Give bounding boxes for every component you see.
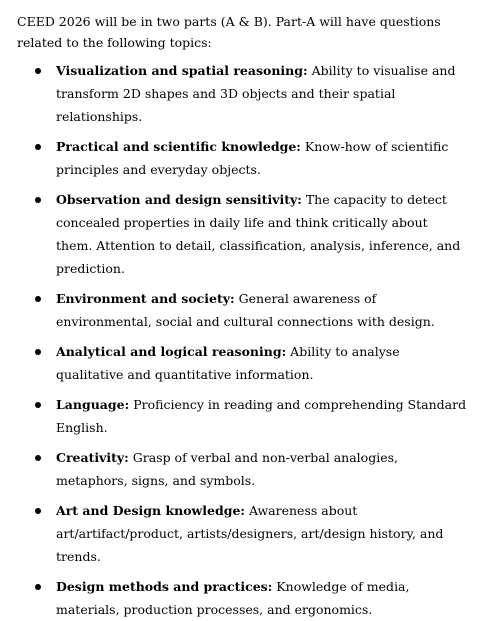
bullet-icon bbox=[35, 584, 41, 590]
bullet-icon bbox=[35, 349, 41, 355]
topic-description: Awareness about art/artifact/product, artists/designers, art/design history, and trends. bbox=[56, 503, 444, 564]
topic-title: Observation and design sensitivity: bbox=[56, 192, 302, 207]
topic-item bbox=[17, 59, 467, 128]
intro-paragraph: CEED 2026 will be in two parts (A & B). Part-A will have questions related to the following topics: bbox=[17, 14, 441, 50]
topic-description: Know-how of scientific principles and everyday objects. bbox=[56, 139, 449, 177]
topic-description: Ability to visualise and transform 2D shapes and 3D objects and their spatial relationships. bbox=[56, 63, 456, 124]
bullet-icon bbox=[35, 508, 41, 514]
topic-title: Design methods and practices: bbox=[56, 579, 273, 594]
topic-item bbox=[17, 287, 467, 333]
topic-description: Knowledge of media, materials, production processes, and ergonomics. bbox=[56, 579, 410, 617]
topic-item bbox=[17, 135, 467, 181]
topic-description: Ability to analyse qualitative and quantitative information. bbox=[56, 344, 400, 382]
topics-list bbox=[17, 59, 467, 621]
topic-item bbox=[17, 188, 467, 280]
bullet-icon bbox=[35, 197, 41, 203]
topic-title: Analytical and logical reasoning: bbox=[56, 344, 287, 359]
bullet-icon bbox=[35, 144, 41, 150]
topic-item bbox=[17, 499, 467, 568]
bullet-icon bbox=[35, 68, 41, 74]
bullet-icon bbox=[35, 402, 41, 408]
topic-description: Grasp of verbal and non-verbal analogies, metaphors, signs, and symbols. bbox=[56, 450, 398, 488]
topic-title: Creativity: bbox=[56, 450, 129, 465]
topic-description: General awareness of environmental, social and cultural connections with design. bbox=[56, 291, 435, 329]
topic-item bbox=[17, 575, 467, 621]
topic-description: The capacity to detect concealed properties in daily life and think critically about them. Attention to detail, classification, analysis, inference, and prediction. bbox=[56, 192, 461, 276]
topic-item bbox=[17, 340, 467, 386]
topic-title: Language: bbox=[56, 397, 130, 412]
bullet-icon bbox=[35, 455, 41, 461]
topic-item bbox=[17, 393, 467, 439]
topic-description: Proficiency in reading and comprehending Standard English. bbox=[56, 397, 467, 435]
topic-title: Environment and society: bbox=[56, 291, 235, 306]
topic-item bbox=[17, 446, 467, 492]
topic-title: Visualization and spatial reasoning: bbox=[56, 63, 308, 78]
topic-title: Art and Design knowledge: bbox=[56, 503, 246, 518]
topic-title: Practical and scientific knowledge: bbox=[56, 139, 301, 154]
bullet-icon bbox=[35, 296, 41, 302]
